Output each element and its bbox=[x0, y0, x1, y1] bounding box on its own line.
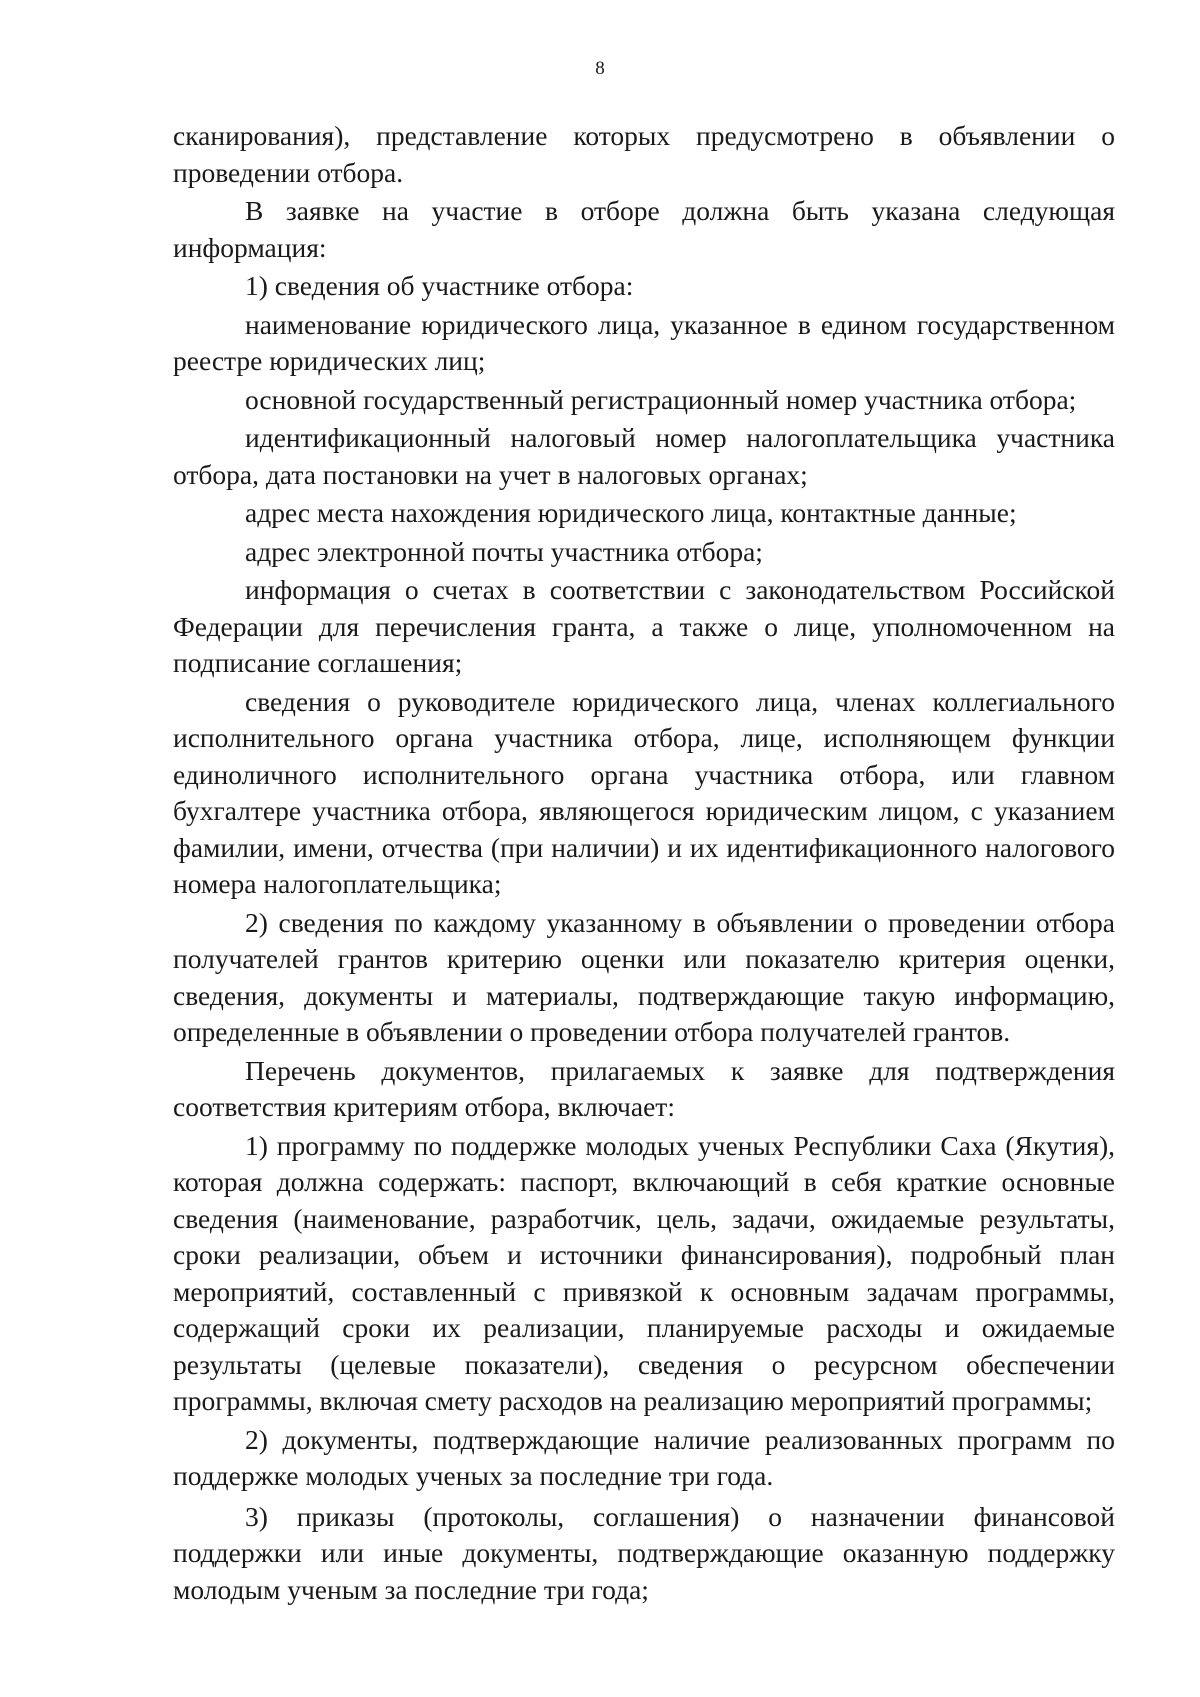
paragraph-management: сведения о руководителе юридического лица, членах коллегиального исполнительного органа участника отбора, лице, исполняющем функции единоличного исполнительного органа участника отбора, или главном бухгалтере участника отбора, являющегося юридическим лицом, с указанием фамилии, имени, отчества (при наличии) и их идентификационного налогового номера налогоплательщика; bbox=[173, 685, 1115, 899]
paragraph-application-info: В заявке на участие в отборе должна быть указана следующая информация: bbox=[173, 195, 1115, 263]
paragraph-inn: идентификационный налоговый номер налогоплательщика участника отбора, дата постановки на учет в налоговых органах; bbox=[173, 422, 1115, 490]
paragraph-legal-entity-name: наименование юридического лица, указанное в едином государственном реестре юридических лиц; bbox=[173, 308, 1115, 376]
paragraph-ogrn: основной государственный регистрационный номер участника отбора; bbox=[245, 383, 1077, 415]
page-number: 8 bbox=[595, 58, 605, 79]
list-item-implemented-programs: 2) документы, подтверждающие наличие реализованных программ по поддержке молодых ученых за последние три года. bbox=[173, 1423, 1115, 1491]
list-item-program: 1) программу по поддержке молодых ученых Республики Саха (Якутия), которая должна содержать: паспорт, включающий в себя краткие основные сведения (наименование, разработчик, цель, задачи, ожидаемые результаты, сроки реализации, объем и источники финансирования), подробный план мероприятий, составленный с привязкой к основным задачам программы, содержащий сроки их реализации, планируемые расходы и ожидаемые результаты (целевые показатели), сведения о ресурсном обеспечении программы, включая смету расходов на реализацию мероприятий программы; bbox=[173, 1129, 1115, 1416]
document-body bbox=[173, 118, 1115, 1610]
paragraph-address: адрес места нахождения юридического лица, контактные данные; bbox=[245, 497, 1017, 528]
paragraph-documents-list: Перечень документов, прилагаемых к заявке для подтверждения соответствия критериям отбора, включает: bbox=[173, 1054, 1115, 1122]
list-item-orders: 3) приказы (протоколы, соглашения) о назначении финансовой поддержки или иные документы, подтверждающие оказанную поддержку молодым ученым за последние три года; bbox=[173, 1500, 1115, 1605]
paragraph-accounts: информация о счетах в соответствии с законодательством Российской Федерации для перечисления гранта, а также о лице, уполномоченном на подписание соглашения; bbox=[173, 574, 1115, 678]
paragraph-email: адрес электронной почты участника отбора; bbox=[245, 535, 763, 567]
paragraph-continuation: сканирования), представление которых предусмотрено в объявлении о проведении отбора. bbox=[173, 120, 1115, 188]
list-item-participant-info: 1) сведения об участнике отбора: bbox=[245, 270, 634, 301]
list-item-criteria-info: 2) сведения по каждому указанному в объявлении о проведении отбора получателей грантов критерию оценки или показателю критерия оценки, сведения, документы и материалы, подтверждающие такую информацию, определенные в объявлении о проведении отбора получателей грантов. bbox=[173, 906, 1115, 1047]
